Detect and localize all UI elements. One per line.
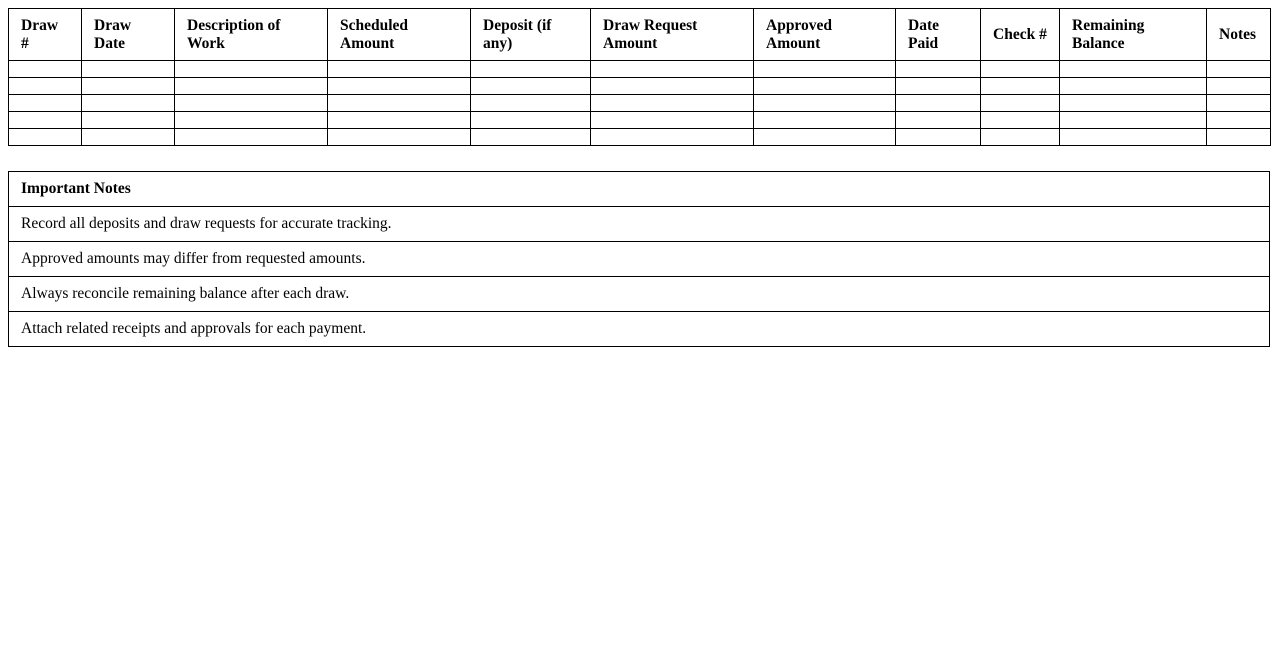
- column-header-notes: Notes: [1207, 9, 1271, 61]
- table-cell: [175, 78, 328, 95]
- table-cell: [175, 95, 328, 112]
- table-cell: [9, 61, 82, 78]
- note-text: Record all deposits and draw requests for accurate tracking.: [9, 207, 1270, 242]
- table-cell: [471, 61, 591, 78]
- table-cell: [175, 129, 328, 146]
- column-header-draw-number: Draw #: [9, 9, 82, 61]
- table-cell: [591, 129, 754, 146]
- table-cell: [754, 78, 896, 95]
- column-header-remaining-balance: Remaining Balance: [1060, 9, 1207, 61]
- table-cell: [9, 78, 82, 95]
- table-cell: [82, 112, 175, 129]
- notes-header-row: [9, 172, 1270, 207]
- table-cell: [1207, 78, 1271, 95]
- table-cell: [591, 78, 754, 95]
- note-row: [9, 277, 1270, 312]
- column-header-approved-amount: Approved Amount: [754, 9, 896, 61]
- note-text: Attach related receipts and approvals for each payment.: [9, 312, 1270, 347]
- table-cell: [591, 95, 754, 112]
- column-header-description-of-work: Description of Work: [175, 9, 328, 61]
- note-text: Always reconcile remaining balance after each draw.: [9, 277, 1270, 312]
- table-cell: [1207, 112, 1271, 129]
- table-cell: [754, 95, 896, 112]
- column-header-date-paid: Date Paid: [896, 9, 981, 61]
- table-row: [9, 95, 1271, 112]
- table-cell: [175, 112, 328, 129]
- table-cell: [1207, 95, 1271, 112]
- column-header-deposit: Deposit (if any): [471, 9, 591, 61]
- note-row: [9, 312, 1270, 347]
- table-cell: [896, 61, 981, 78]
- table-cell: [175, 61, 328, 78]
- table-cell: [981, 95, 1060, 112]
- table-header-row: [9, 9, 1271, 61]
- draw-schedule-table: [8, 8, 1271, 146]
- table-row: [9, 61, 1271, 78]
- column-header-draw-date: Draw Date: [82, 9, 175, 61]
- table-cell: [1060, 78, 1207, 95]
- table-cell: [1060, 95, 1207, 112]
- table-row: [9, 112, 1271, 129]
- note-text: Approved amounts may differ from requested amounts.: [9, 242, 1270, 277]
- note-row: [9, 207, 1270, 242]
- table-cell: [591, 61, 754, 78]
- table-row: [9, 78, 1271, 95]
- table-cell: [9, 95, 82, 112]
- table-cell: [591, 112, 754, 129]
- table-cell: [981, 129, 1060, 146]
- table-cell: [896, 112, 981, 129]
- table-cell: [328, 78, 471, 95]
- table-row: [9, 129, 1271, 146]
- table-cell: [754, 61, 896, 78]
- notes-heading: Important Notes: [9, 172, 1270, 207]
- table-cell: [1060, 61, 1207, 78]
- table-cell: [471, 95, 591, 112]
- table-cell: [896, 78, 981, 95]
- table-cell: [1060, 129, 1207, 146]
- table-cell: [1060, 112, 1207, 129]
- note-row: [9, 242, 1270, 277]
- important-notes-table: [8, 171, 1270, 347]
- table-cell: [328, 95, 471, 112]
- table-cell: [82, 61, 175, 78]
- table-cell: [82, 95, 175, 112]
- table-cell: [896, 95, 981, 112]
- table-cell: [1207, 129, 1271, 146]
- table-cell: [328, 61, 471, 78]
- table-cell: [981, 61, 1060, 78]
- column-header-check-number: Check #: [981, 9, 1060, 61]
- table-cell: [471, 129, 591, 146]
- table-cell: [328, 112, 471, 129]
- table-cell: [9, 112, 82, 129]
- table-cell: [471, 78, 591, 95]
- table-cell: [754, 129, 896, 146]
- table-cell: [328, 129, 471, 146]
- table-cell: [1207, 61, 1271, 78]
- table-cell: [754, 112, 896, 129]
- table-cell: [981, 112, 1060, 129]
- column-header-draw-request-amount: Draw Request Amount: [591, 9, 754, 61]
- table-cell: [896, 129, 981, 146]
- table-cell: [471, 112, 591, 129]
- column-header-scheduled-amount: Scheduled Amount: [328, 9, 471, 61]
- table-cell: [82, 129, 175, 146]
- table-cell: [82, 78, 175, 95]
- table-cell: [981, 78, 1060, 95]
- table-cell: [9, 129, 82, 146]
